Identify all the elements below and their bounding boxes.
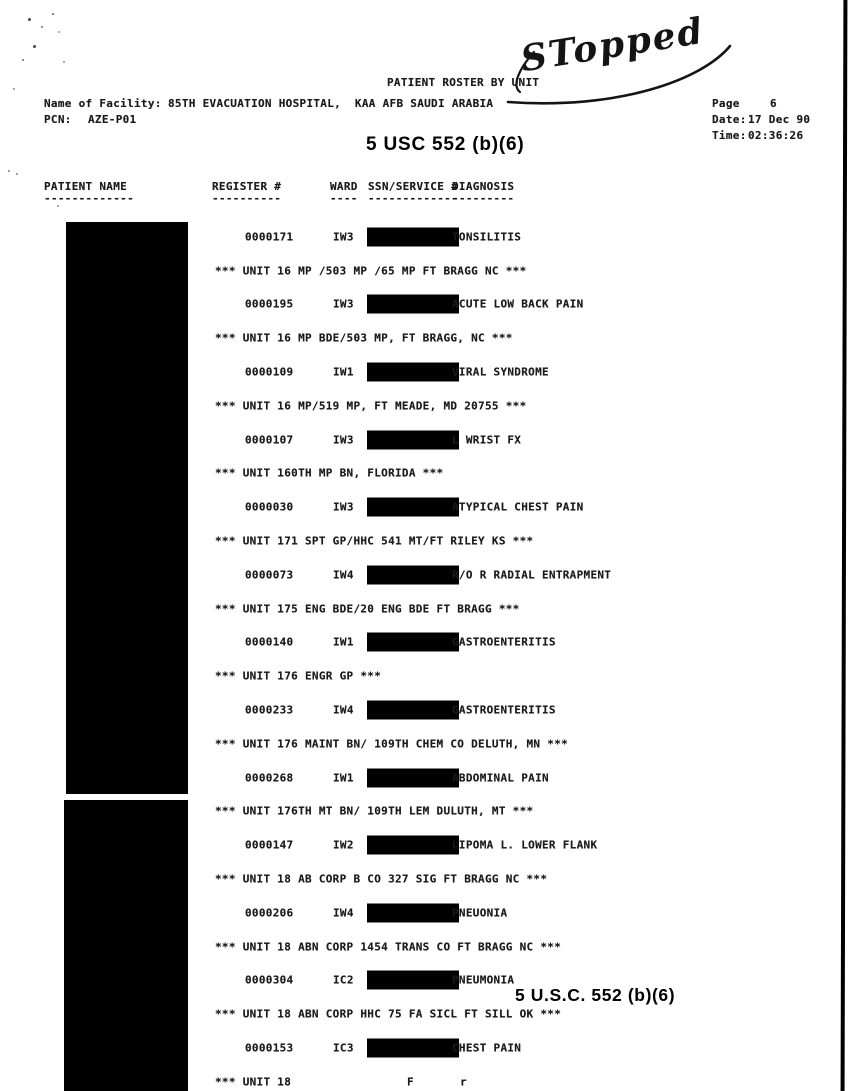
clipped-text-fragment: F (407, 1075, 414, 1089)
diagnosis-text: CHEST PAIN (452, 1041, 522, 1055)
time-value: 02:36:26 (748, 129, 804, 142)
page-number: 6 (770, 97, 777, 110)
ward-code: IW3 (333, 230, 354, 244)
pcn-label: PCN: (44, 113, 72, 126)
foia-stamp-center: 5 USC 552 (b)(6) (366, 134, 525, 155)
ward-code: IW4 (333, 703, 354, 717)
unit-separator-text: *** UNIT 18 (215, 1075, 292, 1089)
pcn-value: AZE-P01 (88, 113, 137, 126)
register-number: 0000171 (245, 230, 294, 244)
diagnosis-text: GASTROENTERITIS (452, 635, 556, 649)
diagnosis-text: ACUTE LOW BACK PAIN (452, 297, 584, 311)
ssn-redaction-block (367, 227, 459, 246)
scan-speck (8, 170, 10, 172)
unit-separator-text: *** UNIT 16 MP BDE/503 MP, FT BRAGG, NC *** (215, 331, 513, 345)
diagnosis-text: LIPOMA L. LOWER FLANK (452, 838, 598, 852)
ssn-redaction-block (367, 565, 459, 584)
ward-code: IW1 (333, 771, 354, 785)
scan-speck (57, 205, 59, 207)
unit-separator-text: *** UNIT 16 MP/519 MP, FT MEADE, MD 20755 *** (215, 399, 527, 413)
ssn-redaction-block (367, 430, 459, 449)
ward-code: IW3 (333, 297, 354, 311)
ward-code: IW4 (333, 568, 354, 582)
register-number: 0000206 (245, 906, 294, 920)
diagnosis-text: VIRAL SYNDROME (452, 365, 549, 379)
ssn-redaction-block (367, 363, 459, 382)
unit-separator-text: *** UNIT 175 ENG BDE/20 ENG BDE FT BRAGG *** (215, 602, 520, 616)
ward-code: IW1 (333, 365, 354, 379)
column-header-underline: ---- (330, 192, 358, 205)
register-number: 0000233 (245, 703, 294, 717)
column-header-label: PATIENT NAME (44, 180, 128, 193)
column-header-label: SSN/SERVICE # (368, 180, 458, 193)
ssn-redaction-block (367, 768, 459, 787)
scan-speck (16, 173, 18, 175)
diagnosis-text: R/O R RADIAL ENTRAPMENT (452, 568, 612, 582)
column-header-register (212, 181, 281, 205)
diagnosis-text: ATYPICAL CHEST PAIN (452, 500, 584, 514)
diagnosis-text: PNEUONIA (452, 906, 508, 920)
ssn-redaction-block (367, 1039, 459, 1058)
ssn-redaction-block (367, 295, 459, 314)
date-label: Date: (712, 113, 747, 126)
diagnosis-text: TONSILITIS (452, 230, 522, 244)
ssn-redaction-block (367, 701, 459, 720)
ssn-redaction-block (367, 633, 459, 652)
unit-separator-text: *** UNIT 171 SPT GP/HHC 541 MT/FT RILEY KS *** (215, 534, 534, 548)
scan-speck (63, 61, 65, 63)
report-title: PATIENT ROSTER BY UNIT (387, 76, 540, 89)
ssn-redaction-block (367, 498, 459, 517)
unit-separator-text: *** UNIT 16 MP /503 MP /65 MP FT BRAGG NC *** (215, 264, 527, 278)
column-header-label: DIAGNOSIS (452, 180, 515, 193)
diagnosis-text: L WRIST FX (452, 433, 522, 447)
column-header-underline: ------------- (368, 192, 458, 205)
register-number: 0000195 (245, 297, 294, 311)
diagnosis-text: PNEUMONIA (452, 973, 515, 987)
ward-code: IC2 (333, 973, 354, 987)
scan-speck (22, 59, 24, 61)
ssn-redaction-block (367, 836, 459, 855)
ward-code: IW2 (333, 838, 354, 852)
column-header-ward (330, 181, 358, 205)
scan-speck (52, 13, 54, 15)
column-header-underline: --------- (452, 192, 515, 205)
ward-code: IW1 (333, 635, 354, 649)
diagnosis-text: GASTROENTERITIS (452, 703, 556, 717)
register-number: 0000153 (245, 1041, 294, 1055)
register-number: 0000109 (245, 365, 294, 379)
scan-speck (33, 45, 36, 48)
column-header-ssn-service (368, 181, 458, 205)
ssn-redaction-block (367, 971, 459, 990)
date-value: 17 Dec 90 (748, 113, 811, 126)
ward-code: IC3 (333, 1041, 354, 1055)
register-number: 0000140 (245, 635, 294, 649)
foia-stamp-bottom: 5 U.S.C. 552 (b)(6) (515, 985, 676, 1005)
patient-name-redaction-block (66, 222, 188, 794)
time-label: Time: (712, 129, 747, 142)
register-number: 0000073 (245, 568, 294, 582)
unit-separator-text: *** UNIT 176TH MT BN/ 109TH LEM DULUTH, MT *** (215, 804, 534, 818)
diagnosis-text: ABDOMINAL PAIN (452, 771, 549, 785)
unit-separator-text: *** UNIT 18 ABN CORP 1454 TRANS CO FT BRAGG NC *** (215, 940, 562, 954)
ward-code: IW3 (333, 433, 354, 447)
column-header-underline: ---------- (212, 192, 282, 205)
scan-speck (58, 31, 60, 33)
scan-speck (41, 26, 43, 28)
facility-label: Name of Facility: (44, 97, 162, 110)
unit-separator-text: *** UNIT 176 MAINT BN/ 109TH CHEM CO DELUTH, MN *** (215, 737, 569, 751)
register-number: 0000304 (245, 973, 294, 987)
column-header-diagnosis (452, 181, 514, 205)
unit-separator-text: *** UNIT 176 ENGR GP *** (215, 669, 382, 683)
unit-separator-text: *** UNIT 160TH MP BN, FLORIDA *** (215, 466, 444, 480)
unit-separator-text: *** UNIT 18 AB CORP B CO 327 SIG FT BRAGG NC *** (215, 872, 548, 886)
register-number: 0000268 (245, 771, 294, 785)
register-number: 0000107 (245, 433, 294, 447)
patient-name-redaction-block (64, 800, 188, 1091)
column-header-label: REGISTER # (212, 180, 282, 193)
column-header-patient-name (44, 181, 134, 205)
clipped-text-fragment: r (460, 1075, 467, 1089)
column-header-underline: ------------- (44, 192, 134, 205)
unit-separator-text: *** UNIT 18 ABN CORP HHC 75 FA SICL FT SILL OK *** (215, 1007, 562, 1021)
register-number: 0000030 (245, 500, 294, 514)
column-header-label: WARD (330, 180, 358, 193)
scan-speck (28, 18, 31, 21)
facility-value: 85TH EVACUATION HOSPITAL, KAA AFB SAUDI ARABIA (168, 97, 494, 110)
ssn-redaction-block (367, 903, 459, 922)
handwritten-note: STopped (517, 9, 708, 81)
scan-speck (13, 88, 15, 90)
ward-code: IW3 (333, 500, 354, 514)
ward-code: IW4 (333, 906, 354, 920)
register-number: 0000147 (245, 838, 294, 852)
page-label: Page (712, 97, 740, 110)
